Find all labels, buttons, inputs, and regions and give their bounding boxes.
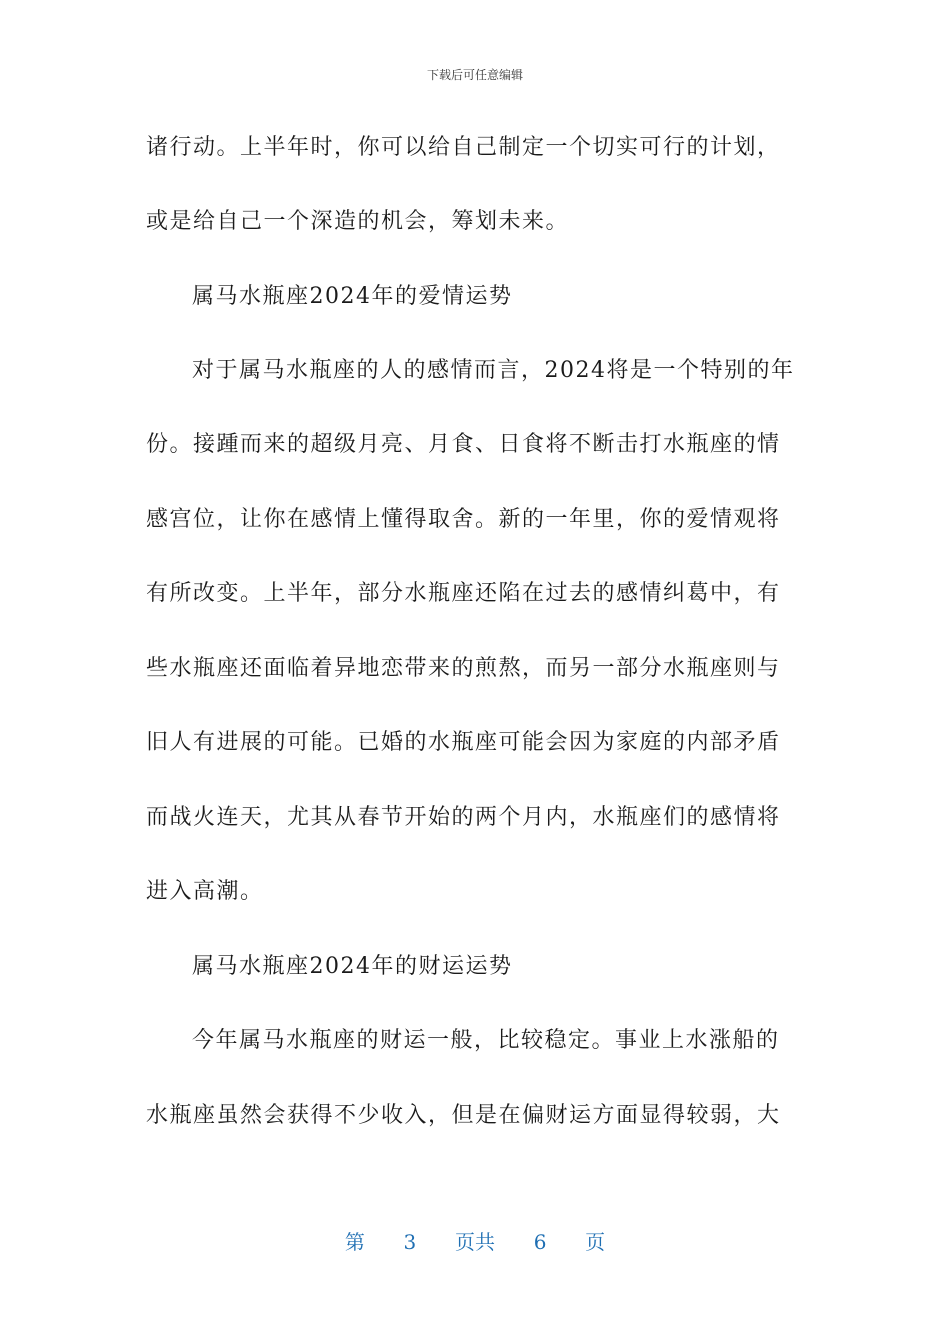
section-heading-love: 属马水瓶座2024年的爱情运势	[192, 284, 513, 309]
paragraph-line: 有所改变。上半年，部分水瓶座还陷在过去的感情纠葛中，有	[146, 581, 781, 606]
paragraph-line: 份。接踵而来的超级月亮、月食、日食将不断击打水瓶座的情	[146, 432, 781, 457]
footer-suffix: 页	[585, 1230, 606, 1254]
paragraph-line: 些水瓶座还面临着异地恋带来的煎熬，而另一部分水瓶座则与	[146, 656, 781, 681]
paragraph-line: 诸行动。上半年时，你可以给自己制定一个切实可行的计划，	[146, 135, 781, 160]
paragraph-line: 旧人有进展的可能。已婚的水瓶座可能会因为家庭的内部矛盾	[146, 730, 781, 755]
paragraph-line: 水瓶座虽然会获得不少收入，但是在偏财运方面显得较弱，大	[146, 1103, 781, 1128]
total-pages-number: 6	[533, 1230, 547, 1254]
paragraph-line: 而战火连天，尤其从春节开始的两个月内，水瓶座们的感情将	[146, 805, 781, 830]
page-number-footer	[0, 1226, 950, 1255]
current-page-number: 3	[403, 1230, 417, 1254]
footer-middle: 页共	[455, 1230, 495, 1254]
footer-prefix: 第	[344, 1230, 365, 1254]
header-note: 下载后可任意编辑	[426, 68, 523, 82]
section-heading-wealth: 属马水瓶座2024年的财运运势	[192, 954, 513, 979]
paragraph-line: 感宫位，让你在感情上懂得取舍。新的一年里，你的爱情观将	[146, 507, 781, 532]
paragraph-line: 进入高潮。	[146, 879, 264, 904]
paragraph-line: 对于属马水瓶座的人的感情而言，2024将是一个特别的年	[192, 358, 795, 383]
paragraph-line: 或是给自己一个深造的机会，筹划未来。	[146, 209, 570, 234]
paragraph-line: 今年属马水瓶座的财运一般，比较稳定。事业上水涨船的	[192, 1028, 780, 1053]
